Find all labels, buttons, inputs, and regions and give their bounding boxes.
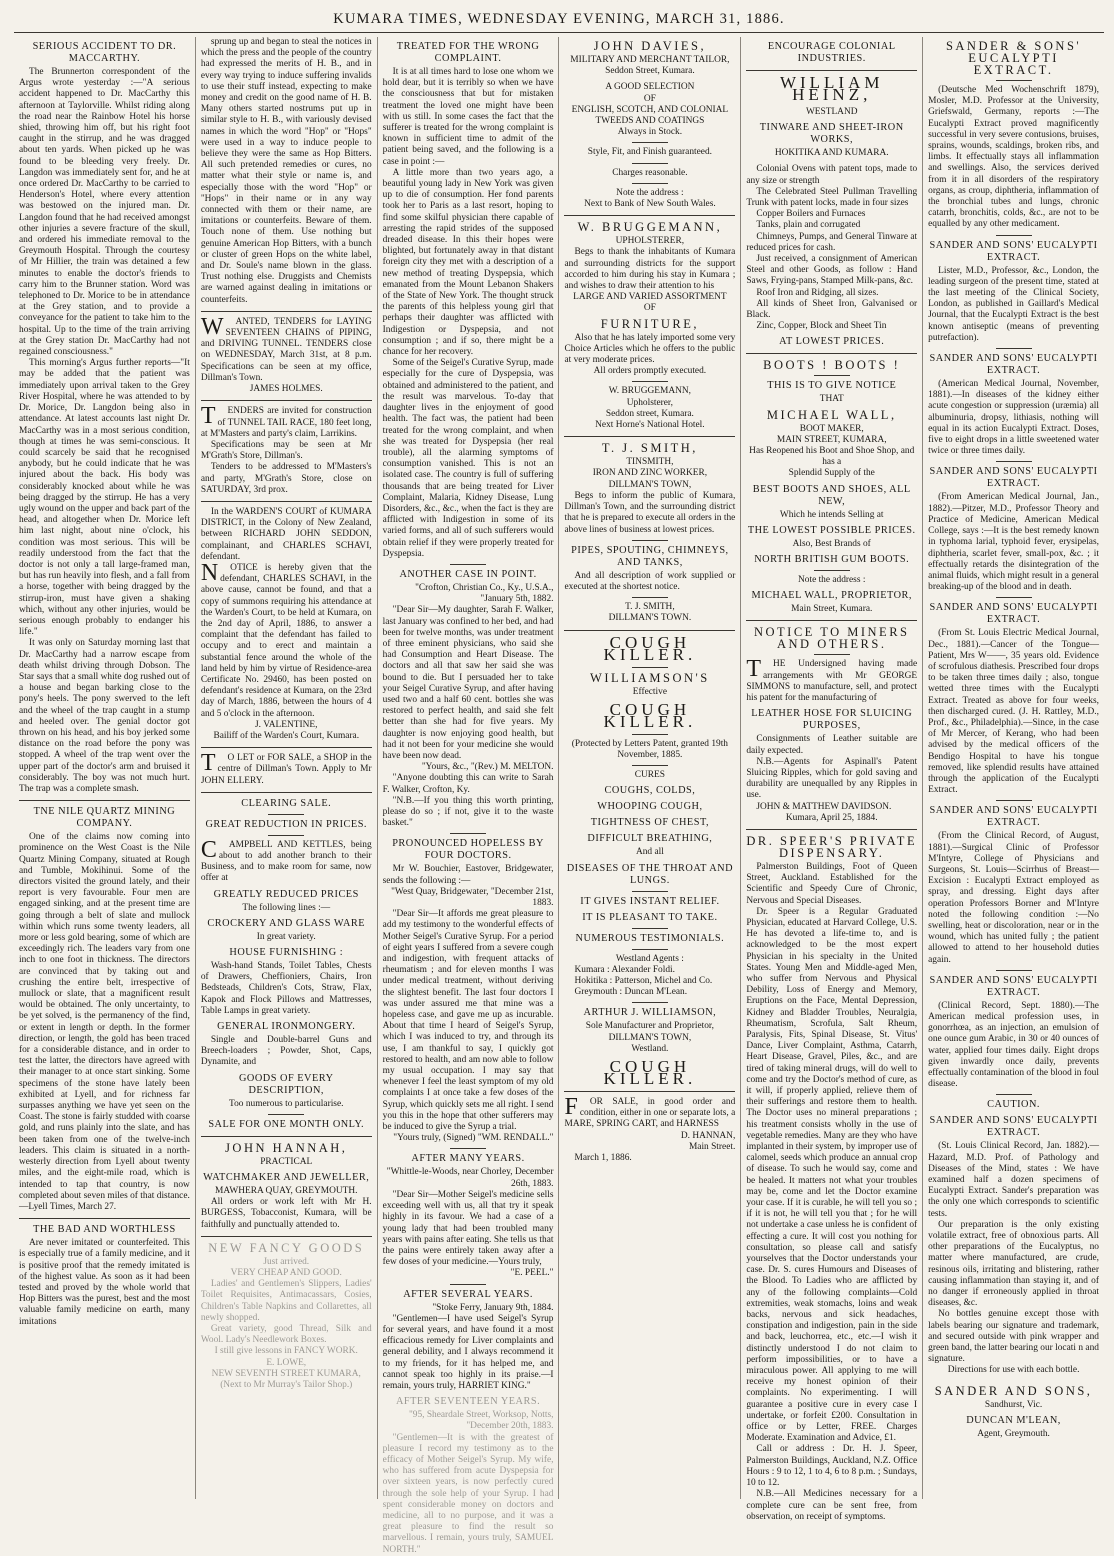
numerous-line: Too numerous to particularise.: [229, 1098, 344, 1109]
divider: [201, 501, 372, 502]
faded-line: I still give lessons in FANCY WORK.: [214, 1346, 358, 1357]
divider: [201, 311, 372, 312]
goods-heading: GOODS OF EVERY DESCRIPTION,: [238, 1072, 334, 1096]
sander-section-title: SANDER AND SONS' EUCALYPTI EXTRACT.: [929, 466, 1098, 490]
miners-signature: JOHN & MATTHEW DAVIDSON.: [756, 801, 892, 812]
sander-intro: (Deutsche Med Wochenschrift 1879), Mosler, M.D. Professor at the University, Griefswald, Germany, reports :—The Eucalypti Extract proved magnificently successful in very severe contusions, bruises, sprains, wounds, scaldings, broken ribs, and limbs. It effectually stays all inflammation and swellings. Also, the services derived from it in all disorders of the respiratory organs, as croup, diphtheria, inflammation of the bronchial tubes and lungs, chronic catarrh, bronchitis, colds, &c., are not to be equalled by any other medicament.: [928, 85, 1099, 230]
heinz-item: Roof Iron and Ridging, all sizes.: [756, 287, 879, 298]
cough-and: And all: [635, 847, 664, 858]
wall-signature-2: Main Street, Kumara.: [791, 604, 873, 615]
column-4: [559, 37, 741, 1499]
cough-agent-hokitika: Hokitika : Patterson, Michel and Co.: [574, 975, 713, 986]
smith-signature: T. J. SMITH,: [625, 602, 675, 613]
treated-para: It is at all times hard to lose one whom we hold dear, but it is terribly so when we have the consciousness that but for mistaken treatment the loved one might have been with us still. In some cases the fact that the sufferer is treated for the wrong complaint is known in sufficient time to admit of the patient being saved, and the following is a case in point :—: [382, 67, 554, 167]
cough-line: DIFFICULT BREATHING,: [587, 833, 713, 845]
heinz-name: WILLIAM HEINZ,: [779, 73, 884, 104]
wall-para: Has Reopened his Boot and Shoe Shop, and has a: [749, 446, 915, 468]
divider: [814, 375, 850, 376]
wall-address: MAIN STREET, KUMARA,: [776, 434, 887, 445]
divider: [632, 540, 668, 541]
cough-maker-2: Sole Manufacturer and Proprietor,: [585, 1021, 715, 1032]
cough-effective: Effective: [632, 686, 667, 697]
miners-para: THE Undersigned having made arrangements with Mr GEORGE SIMMONS to manufacture, sell, and protect his patent for the manufacturing of: [746, 656, 918, 704]
hop-bitters-para: sprung up and began to steal the notices in which the press and the people of the country had expressed the merits of H. B., and in every way trying to induce suffering invalids to use their stuff instead, expecting to make money and credit on the good name of H. B. Many others started nostrums put up in similar style to H. B., with variously devised names in which the word "Hop" or "Hops" were used in a way to induce people to believe they were the same as Hop Bitters. All such pretended remedies or cures, no matter what their style or name is, and especially those with the word "Hop" or "Hops" in their name or in any way connected with them or their name, are imitations or counterfeits. Beware of them. Touch none of them. Use nothing but genuine American Hop Bitters, with a bunch or cluster of green Hops on the white label, and Dr. Soule's name blown in the glass. Trust nothing else. Druggists and Chemists are warned against dealing in imitations or counterfeits.: [200, 37, 372, 305]
column-3: [378, 37, 560, 1555]
sale-heading: SALE FOR ONE MONTH ONLY.: [208, 1118, 365, 1130]
bruggemann-name: W. BRUGGEMANN,: [577, 220, 723, 235]
treated-para: Some of the Seigel's Curative Syrup, made especially for the cure of Dyspepsia, was obtained and administered to the patient, and the result was marvelous. To-day that daughter lives in the enjoyment of good health. The fact was, the patient had been treated for the wrong complaint, and when she was treated for Dyspepsia (her real trouble), all the alarming symptoms of consumption vanished. This is not an isolated case. The country is full of suffering thousands that are being treated for Liver Complaint, Malaria, Kidney Disease, Lung Disorders, &c., &c., when the fact is they are afflicted with Indigestion in some of its varied forms, and all of such sufferers would obtain relief if they were properly treated for Dyspepsia.: [382, 358, 554, 559]
reduction-heading: GREAT REDUCTION IN PRICES.: [205, 818, 368, 830]
divider: [201, 400, 372, 401]
divider: [564, 630, 735, 631]
clearing-sale: CLEARING SALE.: [241, 797, 332, 809]
divider: [632, 1002, 668, 1003]
iron-heading: GENERAL IRONMONGERY.: [217, 1021, 356, 1033]
davies-note: Note the address :: [616, 187, 684, 198]
divider: [996, 800, 1032, 801]
bruggemann-large: LARGE AND VARIED ASSORTMENT: [573, 292, 727, 303]
davies-address: Seddon Street, Kumara.: [605, 66, 695, 77]
encourage-heading: ENCOURAGE COLONIAL INDUSTRIES.: [767, 41, 896, 64]
sander-section-title: SANDER AND SONS' EUCALYPTI EXTRACT.: [929, 239, 1098, 263]
cough-line: COUGHS, COLDS,: [604, 785, 696, 797]
cough-line: TIGHTNESS OF CHEST,: [590, 817, 710, 829]
heinz-item: Tanks, plain and corrugated: [756, 220, 861, 231]
divider: [632, 183, 668, 184]
faded-line: Ladies' and Gentlemen's Slippers, Ladies' Toilet Requisites, Antimacassars, Cosies, Children's Table Napkins and Collarettes, all newly shopped.: [200, 1279, 372, 1323]
divider: [632, 928, 668, 929]
bruggemann-trade: UPHOLSTERER,: [615, 236, 685, 247]
heinz-item: Copper Boilers and Furnaces: [756, 209, 866, 220]
divider: [996, 1094, 1032, 1095]
cough-pleasant: IT IS PLEASANT TO TAKE.: [582, 911, 718, 923]
seventeen-location: "95, Sheardale Street, Worksop, Notts, "December 20th, 1883.: [408, 1410, 554, 1432]
divider: [632, 891, 668, 892]
nile-para: One of the claims now coming into prominence on the West Coast is the Nile Quartz Mining Company, situated at Rough and Tumble, Mokihinui. Some of the directors visited the ground lately, and their report is very favourable. Four men are engaged sinking, and at the present time are going through a belt of slate and mullock within which runs some twenty leaders, all more or less gold bearing, some of which are exceedingly rich. The leaders vary from one inch to one foot in thickness. The directors are convinced that by taking out and crushing the entire belt, irrespective of mullock or slate, that a magnificent result would be obtained. The only uncertainty, to be yet solved, is the permanency of the find, or extent in length or depth. In the former direction, or length, the gold has been traced for a considerable distance, and in order to test the latter, the directors have agreed with their manager to at once start sinking. Some specimens of the stone have lately been exhibited at Lyell, and for richness far surpasses anything we have yet seen on the Coast. The stone is fairly studded with coarse gold, and runs plainly into the slate, and has been taken from one of the twelve-inch leaders. This claim is situated in a north-westerly direction from Lyell about twenty miles, and the eight-mile road, which is intended to tap that country, is now completed about seven miles of that distance.—Lyell Times, March 27.: [19, 832, 190, 1212]
divider: [632, 142, 668, 143]
accident-para: It was only on Saturday morning last that Dr. MacCarthy had a narrow escape from death whilst driving through Dobson. The Star says that a small white dog rushed out of a house and began barking close to the pony's heels. The pony swerved to the left and the wheel of the trap caught in a stump and heeled over. The genial doctor got thrown on his head, and his boy jerked some distance on the road before the pony was stopped. A wheel of the trap went over the upper part of the doctor's arm and bruised it considerably. The boy was not much hurt. The trap was a complete smash.: [19, 638, 190, 794]
tunnel-tenders-c: Tenders to be addressed to M'Masters's and party, M'Grath's Store, close on SATURDAY, 3rd prox.: [200, 462, 372, 495]
hannah-trade: WATCHMAKER AND JEWELLER,: [203, 1172, 370, 1184]
davies-of: OF: [643, 93, 656, 104]
miners-para-2: Consignments of Leather suitable are daily expected.: [746, 734, 918, 756]
divider: [814, 570, 850, 571]
warden-signature-2: Bailiff of the Warden's Court, Kumara.: [213, 730, 360, 741]
sander-section-body: (American Medical Journal, November, 1881).—In diseases of the kidney either acute congestion or suppression (uræmia) all albuminuria, dropsy, lithiasis, nothing will equal in its action Eucalypti Extract. Doses, five to eight drops in a little sweetened water twice or three times daily.: [928, 379, 1099, 457]
crockery-heading: CROCKERY AND GLASS WARE: [207, 917, 366, 929]
agent-signature: DUNCAN M'LEAN,: [966, 1414, 1061, 1426]
another-ps: "Anyone doubting this can write to Sarah F. Walker, Crofton, Ky.: [382, 773, 554, 795]
faded-line: (Next to Mr Murray's Tailor Shop.): [220, 1380, 353, 1391]
warden-heading: In the WARDEN'S COURT of KUMARA DISTRICT, in the Colony of New Zealand, between RICHARD JOHN SEDDON, complainant, and CHARLES SCHAVI, defendant.: [200, 506, 372, 562]
divider: [632, 597, 668, 598]
for-sale-date: March 1, 1886.: [574, 1152, 632, 1163]
divider: [450, 833, 486, 834]
divider: [996, 461, 1032, 462]
caution-title: SANDER AND SONS' EUCALYPTI EXTRACT.: [929, 1115, 1098, 1139]
divider: [746, 353, 917, 354]
faded-line: VERY CHEAP AND GOOD.: [230, 1268, 342, 1279]
for-sale-address: Main Street.: [688, 1141, 736, 1152]
for-sale-notice: FOR SALE, in good order and condition, either in one or separate lots, a MARE, SPRING CART, and HARNESS: [564, 1093, 736, 1130]
davies-style: Style, Fit, and Finish guaranteed.: [587, 147, 712, 158]
divider: [564, 436, 735, 437]
cough-final: COUGH KILLER.: [603, 1056, 697, 1088]
tenders-signature: JAMES HOLMES.: [249, 384, 323, 395]
another-title: ANOTHER CASE IN POINT.: [399, 568, 537, 580]
house-heading: HOUSE FURNISHING :: [229, 947, 344, 959]
bad-title: THE BAD AND WORTHLESS: [33, 1224, 176, 1236]
hopeless-intro: Mr W. Bouchier, Eastover, Bridgewater, sends the following :—: [382, 864, 554, 886]
divider: [996, 597, 1032, 598]
speer-para: Dr. Speer is a Regular Graduated Physician, educated at Harvard College, U.S. He has devoted a life-time to, and is acknowledged to be the most expert Physician in his specialty in the United States. Young Men and Middle-aged Men, who suffer from Nervous and Physical Debility, Loss of Energy and Memory, Eruptions on the Face, Mental Depression, Kidney and Bladder Troubles, Neuralgia, Rheumatism, Scrofula, Salt Rheum, Paralysis, Fits, Spinal Disease, St. Vitus' Dance, Liver Complaint, Asthma, Catarrh, Heart Disease, Gravel, Piles, &c., and are tired of taking mineral drugs, will do well to come and try the Doctor's method of cure, as it will, if properly applied, relieve them of their sufferings and restore them to health. The Doctor uses no mineral preparations ; his treatment consists wholly in the use of vegetable remedies. Many are they who have implanted in their system, by improper use of calomel, seeds which produce an annual crop of disease. To such he would say, come and be healed. It matters not what your troubles may be, come and let the Doctor examine your case. If it is curable, he will tell you so ; if it is not, he will tell you that ; for he will not undertake a case unless he is confident of effecting a cure. It will cost you nothing for consultation, so please call and satisfy yourselves that the Doctor understands your case. Dr. S. cures Humours and Diseases of the Blood. To Ladies who are afflicted by any of the following complaints—Cold extremities, weak stomachs, loins and weak backs, nervous and sick headaches, constipation and indigestion, pain in the side and back, leuchorrea, etc., etc.—I wish it distinctly understood I do not claim to perform impossibilities, or to have a miraculous power. All applying to me will receive my honest opinion of their complaints. No experimenting. I will guarantee a positive cure in every case I undertake, or forfeit £200. Consultation in office or by Letter, FREE. Charges Moderate. Examination and Advice, £1.: [746, 906, 918, 1444]
column-1: [14, 37, 196, 1499]
divider: [996, 235, 1032, 236]
divider: [201, 1236, 372, 1237]
hopeless-location: "West Quay, Bridgewater, "December 21st, 1883.: [391, 886, 554, 909]
wall-best: BEST BOOTS AND SHOES, ALL NEW,: [752, 483, 911, 507]
divider: [746, 70, 917, 71]
davies-tweeds: ENGLISH, SCOTCH, AND COLONIAL TWEEDS AND COATINGS: [571, 104, 729, 127]
divider: [268, 835, 304, 836]
bruggemann-furniture: FURNITURE,: [600, 316, 700, 331]
bruggemann-address: Seddon street, Kumara.: [605, 408, 694, 419]
hannah-practical: PRACTICAL: [260, 1156, 313, 1167]
wall-trade: BOOT MAKER,: [799, 423, 864, 434]
miners-nb: N.B.—Agents for Aspinall's Patent Sluicing Ripples, which for gold saving and durability are unequalled by any Ripples in use.: [746, 756, 918, 801]
davies-selection: A GOOD SELECTION: [605, 82, 695, 93]
sander-title: SANDER & SONS' EUCALYPTI EXTRACT.: [945, 39, 1082, 77]
bruggemann-of: OF: [643, 303, 656, 314]
many-location: "Whittle-le-Woods, near Chorley, December 26th, 1883.: [386, 1167, 554, 1189]
many-signature: "E. PEEL.": [510, 1268, 554, 1279]
hannah-quay: MAWHERA QUAY, GREYMOUTH.: [215, 1186, 358, 1197]
accident-para: The Brunnerton correspondent of the Argus wrote yesterday :—"A serious accident happened to Dr. MacCarthy this afternoon at Taylorville. Whilst riding along the road near the Rainbow Hotel his horse shied, throwing him off, but his right foot caught in the stirrup, and he was dragged about ten yards. When picked up he was found to be bleeding very freely. Dr. Langdon was immediately sent for, and he at once ordered Dr. MacCarthy to be carried to Henderson's Hotel, where every attention was bestowed on the injured man. Dr. Langdon found that he had received amongst other injuries a severe fracture of the skull, and ordered his immediate removal to the Greymouth Hospital. Through the courtesy of Mr Hillier, the train was detained a few minutes to enable the doctor's friends to carry him to the Brunner station. Word was telephoned to Dr. Morice to be in attendance at the Grey station, and to provide a conveyance for the patient to take him to the hospital. Up to the time of the train arriving at the Grey station Dr. MacCarthy had not regained consciousness.": [19, 67, 190, 358]
divider: [201, 1136, 372, 1137]
wall-note: Note the address :: [798, 575, 866, 586]
bruggemann-signature: W. BRUGGEMANN,: [608, 386, 691, 397]
heinz-item: The Celebrated Steel Pullman Travelling Trunk with patent locks, made in four sizes: [746, 186, 918, 209]
divider: [450, 564, 486, 565]
wall-selling: Which he intends Selling at: [779, 509, 884, 520]
sander-section-title: SANDER AND SONS' EUCALYPTI EXTRACT.: [929, 602, 1098, 626]
sander-signature-2: Sandhurst, Vic.: [984, 1399, 1043, 1410]
wall-intro: THIS IS TO GIVE NOTICE: [767, 380, 897, 392]
wall-name: MICHAEL WALL,: [766, 407, 897, 422]
columns: [14, 37, 1104, 1555]
speer-title: DR. SPEER'S PRIVATE DISPENSARY.: [746, 833, 918, 860]
smith-name: T. J. SMITH,: [601, 441, 698, 456]
accident-para: This morning's Argus further reports—"It may be added that the patient was immediately upon arrival taken to the Grey River Hospital, where he was attended to by Dr. Morice, Dr. Langdon being also in attendance. At latest accounts last night Dr. MacCarthy was in a most serious condition, though at times he was semi-conscious. It could scarcely be said that he recognised anybody, but he could indicate that he was injured about the back. His body was considerably knocked about while he was being dragged by the stirrup. He has a very ugly wound on the upper and back part of the head, and altogether when Dr. Morice left him last night, about nine o'clock, his condition was most serious. This will be readily understood from the fact that the doctor is not only a tall large-framed man, but has run heavily into flesh, and a fall from a horse, together with being dragged by the stirrup-iron, must have given a shaking which, without any other injuries, would be serious enough probably to endanger his life.": [19, 358, 190, 638]
davies-name: JOHN DAVIES,: [593, 39, 707, 53]
caution-directions: Directions for use with each bottle.: [947, 1365, 1080, 1376]
sander-section-body: (From the Clinical Record, of August, 1881).—Surgical Clinic of Professor M'Intyre, College of Physicians and Surgeons, St. Louis—Scirrhus of Breast—Excision : Eucalypti Extract employed as spray, and dressing. Eight days after operation Professors Borner and M'Intyre noted the following condition :—No swelling, heat or discoloration, near or in the wound, which has united fully ; the patient allowed to attend to her household duties again.: [928, 831, 1099, 965]
heinz-westland: WESTLAND: [805, 107, 858, 117]
caution-para: Our preparation is the only existing volatile extract, free of obnoxious parts. All other preparations of the Eucalyptus, no matter where manufactured, are crude, resinous oils, irritating and blistering, rather causing inflammation than staying it, and of no danger if erroneously applied in throat diseases, &c.: [928, 1219, 1099, 1309]
cough-maker-4: Westland.: [631, 1043, 669, 1054]
divider: [996, 970, 1032, 971]
cough-maker-3: DILLMAN'S TOWN,: [608, 1032, 692, 1043]
heinz-item: Zinc, Copper, Block and Sheet Tin: [756, 321, 887, 332]
hopeless-para: "Dear Sir—It affords me great pleasure to add my testimony to the wonderful effects of Mother Seigel's Curative Syrup. For a period of eight years I suffered from a severe cough and indigestion, with frequent attacks of rheumatism ; and for eleven months I was under medical treatment, without deriving the slightest benefit. The last four doctors I was under assured me that mine was a hopeless case, and gave me up as incurable. About that time I heard of Seigel's Syrup, which I was induced to try, and through its use, I am thankful to say, I quickly got restored to health, and am now able to follow my usual occupation. I may say that whenever I feel the least symptom of my old complaints I at once take a few doses of the Syrup, which quickly sets me all right. I send you this in the hope that other sufferers may be induced to give the Syrup a trial.: [382, 909, 554, 1133]
greatly-reduced: GREATLY REDUCED PRICES: [213, 888, 359, 900]
davies-next: Next to Bank of New South Wales.: [584, 199, 716, 210]
another-para: "Dear Sir—My daughter, Sarah F. Walker, last January was confined to her bed, and had been for twelve months, was under treatment of three eminent physicians, who said she had Consumption and Heart Disease. The doctors and all that saw her said she was bound to die. But I persuaded her to take your Seigel Curative Syrup, and after having used two and a half 60 cent. bottles she was restored to perfect health, and said she felt better than she had for five years. My daughter is now enjoying good health, but had it not been for your medicine she would have been now dead.: [382, 605, 554, 761]
another-location: "Crofton, Christian Co., Ky., U.S.A., "January 5th, 1882.: [415, 582, 554, 605]
sander-section-title: SANDER AND SONS' EUCALYPTI EXTRACT.: [929, 974, 1098, 998]
cough-agents: Westland Agents :: [615, 953, 684, 964]
speer-para: Palmerston Buildings, Foot of Queen Street, Auckland. Established for the Scientific and Speedy Cure of Chronic, Nervous and Special Diseases.: [746, 861, 918, 906]
wall-supply: Splendid Supply of the: [788, 468, 875, 479]
several-para: "Gentlemen—I have used Seigel's Syrup for several years, and have found it a most efficacious remedy for Liver complaints and general debility, and I always recommend it to my friends, for it has helped me, and cannot speak too highly in its praise.—I remain, yours truly, HARRIET KING.": [382, 1313, 554, 1391]
bruggemann-orders: All orders promptly executed.: [593, 366, 707, 377]
divider: [201, 792, 372, 793]
cough-cures: CURES: [634, 770, 665, 781]
cough-heading: COUGH KILLER.: [603, 632, 697, 664]
boots-heading: BOOTS ! BOOTS !: [763, 358, 901, 373]
davies-charges: Charges reasonable.: [612, 167, 688, 178]
divider: [814, 654, 850, 655]
cough-killer: COUGH KILLER.: [603, 699, 697, 731]
divider: [564, 215, 735, 216]
smith-desc: And all description of work supplied or executed at the shortest notice.: [564, 570, 736, 592]
bruggemann-next: Next Horne's National Hotel.: [595, 420, 705, 431]
heinz-item: All kinds of Sheet Iron, Galvanised or Black.: [746, 298, 918, 321]
divider: [450, 1284, 486, 1285]
campbell-para: CAMPBELL AND KETTLES, being about to add another branch to their Business, and to make room for same, now offer at: [200, 836, 372, 884]
sander-section-body: (From St. Louis Electric Medical Journal, Dec., 1881).—Cancer of the Tongue—Patient, Mrs W——, 35 years old. Evidence of scrofulous diathesis. Prescribed four drops to be taken three times daily ; also, tongue wetted three times with the Eucalypti Extract. Treated as above for four weeks, then discharged cured. (J. H. Rattley, M.D., Prof., &c., Philadelphia).—Since, in the case of Mr Mercer, of Kerang, who had been advised by the medical officers of the Bendigo Hospital to have his tongue removed, like splendid results have attained through the application of the Eucalypti Extract.: [928, 628, 1099, 796]
divider: [746, 829, 917, 830]
smith-para: Begs to inform the public of Kumara, Dillman's Town, and the surrounding district that he is prepared to execute all orders in the above lines of business at lowest prices.: [564, 490, 736, 535]
seventeen-para: "Gentlemen—It is with the greatest of pleasure I record my testimony as to the efficacy of Mother Seigel's Syrup. My wife, who has suffered from acute Dyspepsia for over sixteen years, is now perfectly cured through the sole help of your Syrup. I had spent considerable money on doctors and medicine, all to no purpose, and it was a great pleasure to find the result so marvellous. I remain, yours truly, SAMUEL NORTH.": [382, 1432, 554, 1555]
tunnel-tenders: TENDERS are invited for construction of TUNNEL TAIL RACE, 180 feet long, at M'Masters and party's claim, Larrikins.: [200, 403, 372, 439]
another-signature: "Yours, &c., "(Rev.) M. MELTON.: [421, 762, 554, 773]
heinz-item: Colonial Ovens with patent tops, made to any size or strength: [746, 164, 918, 186]
smith-signature-2: DILLMAN'S TOWN.: [608, 613, 692, 624]
smith-trade: TINSMITH,: [626, 457, 674, 468]
faded-advert: [201, 1242, 372, 1391]
warden-notice: NOTICE is hereby given that the defendant, CHARLES SCHAVI, in the above cause, cannot be found, and that a copy of summons requiring his attendance at the Warden's Court, to be held at Kumara, on the 2nd day of April, 1886, to answer a complaint that the defendant has failed to occupy and to erect and maintain a substantial fence around the whole of the land held by him by virtue of Residence-area Certificate No. 29460, has been posted on defendant's residence at Kumara, on the 23rd day of March, 1886, between the hours of 4 and 5 o'clock in the afternoon.: [200, 559, 372, 719]
cough-agent-kumara: Kumara : Alexander Foldi.: [574, 964, 675, 975]
caution-para: (St. Louis Clinical Record, Jan. 1882).—Hazard, M.D. Prof. of Pathology and Diseases of the Mind, states : We have examined half a dozen specimens of Eucalypti Extract. Sander's preparation was the only one which corresponds to scientific tests.: [928, 1141, 1099, 1219]
column-6: [923, 37, 1104, 1499]
wall-that: THAT: [819, 394, 844, 405]
treated-title: TREATED FOR THE WRONG COMPLAINT.: [396, 41, 540, 64]
sander-section-body: (From American Medical Journal, Jan., 1882).—Pitzer, M.D., Professor Theory and Practice of Medicine, American Medical College, says :—It is the best remedy known in typhoma larial, typhoid fever, erysipelas, diphtheria, scarlet fever, small-pox, &c. ; it effectually retards the disintegration of the animal fluids, which might result in a general breaking-up of the blood and in death.: [928, 492, 1099, 593]
nile-title: TNE NILE QUARTZ MINING COMPANY.: [33, 806, 176, 830]
cough-line: DISEASES OF THE THROAT AND LUNGS.: [566, 862, 734, 886]
faded-testimonial: [383, 1396, 554, 1556]
sander-section-title: SANDER AND SONS' EUCALYPTI EXTRACT.: [929, 353, 1098, 377]
wall-lowest: THE LOWEST POSSIBLE PRICES.: [747, 524, 916, 536]
cough-line: WHOOPING COUGH,: [597, 801, 703, 813]
heinz-item: Chimneys, Pumps, and General Tinware at reduced prices for cash.: [746, 231, 918, 253]
divider: [19, 1218, 190, 1219]
divider: [632, 949, 668, 950]
another-nb: "N.B.—If you thing this worth printing, please do so ; if not, give it to the waste basket.": [382, 795, 554, 829]
bruggemann-para: Begs to thank the inhabitants of Kumara and surrounding districts for the support accorded to him during his stay in Kumara ; and wishes to draw their attention to his: [564, 247, 736, 292]
heinz-town: HOKITIKA AND KUMARA.: [774, 148, 889, 159]
several-title: AFTER SEVERAL YEARS.: [403, 1288, 533, 1300]
divider: [996, 348, 1032, 349]
divider: [268, 1114, 304, 1115]
smith-pipes: PIPES, SPOUTING, CHIMNEYS, AND TANKS,: [571, 544, 729, 568]
following-lines: The following lines :—: [242, 902, 331, 913]
davies-stock: Always in Stock.: [617, 127, 683, 138]
caution-para: No bottles genuine except those with labels bearing our signature and trademark, and secured outside with pink wrapper and green band, the latter bearing our locati n and signature.: [928, 1309, 1099, 1365]
miners-heading: NOTICE TO MINERS AND OTHERS.: [753, 625, 910, 652]
iron-para: Single and Double-barrel Guns and Breech-loaders ; Powder, Shot, Caps, Dynamite, and: [200, 1035, 372, 1068]
smith-town: DILLMAN'S TOWN,: [608, 479, 692, 490]
hopeless-title: PRONOUNCED HOPELESS BY FOUR DOCTORS.: [392, 838, 544, 862]
seventeen-title: AFTER SEVENTEEN YEARS.: [395, 1396, 541, 1408]
faded-line: E. LOWE,: [266, 1357, 307, 1368]
divider: [632, 765, 668, 766]
to-let-notice: TO LET or FOR SALE, a SHOP in the centre of Dillman's Town. Apply to Mr JOHN ELLERY.: [200, 750, 372, 786]
column-2: [196, 37, 378, 1499]
house-para: Wash-hand Stands, Toilet Tables, Chests of Drawers, Cheffioniers, Chairs, Iron Bedsteads, Children's Cots, Straw, Flax, Kapok and Flock Pillows and Mattresses, Table Lamps in great variety.: [200, 961, 372, 1016]
masthead: KUMARA TIMES, WEDNESDAY EVENING, MARCH 31, 1886.: [14, 6, 1104, 33]
hopeless-signature: "Yours truly, (Signed) "WM. RENDALL.": [393, 1133, 554, 1144]
divider: [564, 1091, 735, 1092]
divider: [19, 800, 190, 801]
many-title: AFTER MANY YEARS.: [411, 1153, 525, 1165]
tenders-notice: WANTED, TENDERS for LAYING SEVENTEEN CHAINS of PIPING, and DRIVING TUNNEL. TENDERS close on WEDNESDAY, March 31st, at 8 p.m. Specifications can be seen at my office, Dillman's Town.: [200, 313, 372, 383]
divider: [632, 734, 668, 735]
hannah-para: All orders or work left with Mr H. BURGESS, Tobacconist, Kumara, will be faithfully and punctually attended to.: [200, 1197, 372, 1230]
divider: [632, 163, 668, 164]
divider: [632, 381, 668, 382]
crockery-variety: In great variety.: [256, 931, 316, 942]
for-sale-signature: D. HANNAN,: [680, 1130, 736, 1141]
divider: [450, 1148, 486, 1149]
heinz-item: Just received, a consignment of American Steel and other Goods, as follow : Hand Saws, Frying-pans, Stamped Milk-pans, &c.: [746, 254, 918, 287]
cough-brand: WILLIAMSON'S: [590, 670, 710, 685]
several-location: "Stoke Ferry, January 9th, 1884.: [432, 1302, 554, 1313]
miners-hose: LEATHER HOSE FOR SLUICING PURPOSES,: [751, 708, 913, 732]
treated-para: A little more than two years ago, a beautiful young lady in New York was given up to die of consumption. Her fond parents took her to Paris as a last resort, hoping to find some skilful physician there capable of arresting the rapid strides of the supposed dreaded disease. In this their hopes were blighted, but fortunately away in that distant foreign city they met with a description of a new method of treating Dyspepsia, which emanated from the Mount Lebanon Shakers of the State of New York. The thought struck the parents of this helpless young girl that perhaps their daughter was afflicted with Indigestion or Dyspepsia, and not consumption ; and if so, there might be a chance for her recovery.: [382, 167, 554, 358]
heinz-low: AT LOWEST PRICES.: [779, 336, 885, 348]
divider: [746, 620, 917, 621]
warden-signature: J. VALENTINE,: [255, 719, 318, 730]
agent-signature-2: Agent, Greymouth.: [977, 1428, 1050, 1439]
faded-line: Great variety, good Thread, Silk and Wool. Lady's Needlework Boxes.: [200, 1324, 372, 1346]
column-5: [741, 37, 923, 1522]
bad-para: Are never imitated or counterfeited. This is especially true of a family medicine, and it is positive proof that the remedy imitated is of the highest value. As soon as it had been tested and proved by the whole world that Hop Bitters was the purest, best and the most valuable family medicine on earth, many imitations: [19, 1238, 190, 1327]
divider: [632, 667, 668, 668]
wall-signature: MICHAEL WALL, PROPRIETOR,: [751, 590, 912, 602]
davies-trade: MILITARY AND MERCHANT TAILOR,: [570, 55, 730, 65]
sander-signature: SANDER AND SONS,: [934, 1383, 1093, 1398]
faded-line: Just arrived.: [263, 1256, 310, 1267]
cough-patent: (Protected by Letters Patent, granted 19th November, 1885.: [571, 738, 728, 760]
cough-maker: ARTHUR J. WILLIAMSON,: [583, 1007, 717, 1019]
speer-para: N.B.—All Medicines necessary for a complete cure can be sent free, from observation, on receipt of symptoms.: [746, 1489, 918, 1522]
divider: [201, 747, 372, 748]
caution-heading: CAUTION.: [987, 1099, 1040, 1111]
wall-north: NORTH BRITISH GUM BOOTS.: [754, 554, 910, 566]
speer-para: Call or address : Dr. H. J. Speer, Palmerston Buildings, Auckland, N.Z. Office Hours : 9 to 12, 1 to 4, 6 to 8 p.m. ; Sundays, 10 to 12.: [746, 1444, 918, 1489]
cough-agent-greymouth: Greymouth : Duncan M'Lean.: [574, 987, 688, 998]
sander-section-title: SANDER AND SONS' EUCALYPTI EXTRACT.: [929, 805, 1098, 829]
heinz-trade: TINWARE AND SHEET-IRON WORKS,: [759, 122, 904, 146]
smith-trade-2: IRON AND ZINC WORKER,: [592, 468, 708, 479]
bruggemann-signature-2: Upholsterer,: [626, 397, 674, 408]
divider: [268, 814, 304, 815]
cough-testimonials: NUMEROUS TESTIMONIALS.: [575, 932, 725, 944]
sander-section-body: Lister, M.D., Professor, &c., London, the leading surgeon of the present time, stated at the last meeting of the Clinical Society, London, as published in Gaillard's Medical Journal, that the Eucalypti Extract is the best known antiseptic (means of preventing putrefaction).: [928, 265, 1099, 343]
many-para: "Dear Sir—Mother Seigel's medicine sells exceeding well with us, all that try it speak highly in its favour. We had a case of a young lady that had been troubled many years with pains after eating. She tells us that the pains were entirely taken away after a few doses of your medicine.—Yours truly,: [382, 1189, 554, 1268]
hannah-name: JOHN HANNAH,: [225, 1140, 348, 1155]
sander-section-body: (Clinical Record, Sept. 1880).—The American medical profession uses, in gonorrhœa, as an injection, an emulsion of one ounce gum Arabic, in 30 or 40 ounces of water, applied four times daily. Eight drops given inwardly once daily, prevents effectually contamination of the blood in foul disease.: [928, 1000, 1099, 1090]
wall-also: Also, Best Brands of: [792, 538, 871, 549]
tunnel-tenders-b: Specifications may be seen at Mr M'Grath's Store, Dillman's.: [200, 439, 372, 462]
faded-line: NEW SEVENTH STREET KUMARA,: [211, 1368, 361, 1379]
divider: [996, 80, 1032, 81]
cough-relief: IT GIVES INSTANT RELIEF.: [580, 895, 720, 907]
bruggemann-para-2: Also that he has lately imported some very Choice Articles which he offers to the public at very moderate prices.: [564, 332, 736, 366]
miners-date: Kumara, April 25, 1884.: [785, 812, 878, 823]
faded-heading: NEW FANCY GOODS: [208, 1240, 365, 1255]
accident-title: SERIOUS ACCIDENT TO DR. MACCARTHY.: [32, 41, 177, 64]
